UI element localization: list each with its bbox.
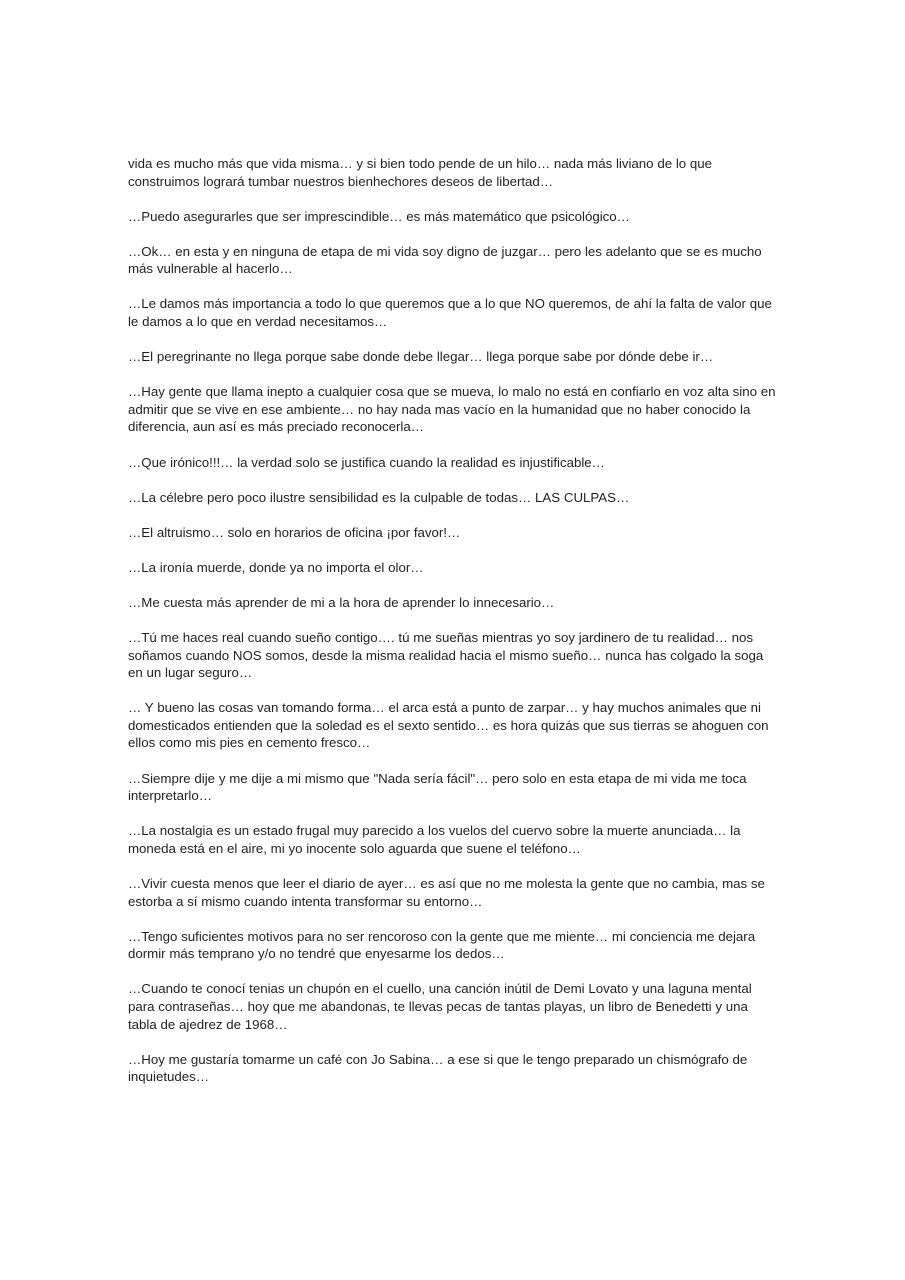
paragraph: …La nostalgia es un estado frugal muy parecido a los vuelos del cuervo sobre la muerte anunciada… la moneda está en el aire, mi yo inocente solo aguarda que suene el teléfono…	[128, 823, 741, 856]
paragraph: vida es mucho más que vida misma… y si bien todo pende de un hilo… nada más liviano de lo que construimos logrará tumbar nuestros bienhechores deseos de libertad…	[128, 156, 713, 189]
document-text-column	[128, 155, 779, 1086]
paragraph: …La célebre pero poco ilustre sensibilidad es la culpable de todas… LAS CULPAS…	[128, 489, 630, 505]
paragraph: …Puedo asegurarles que ser imprescindible… es más matemático que psicológico…	[128, 208, 630, 224]
paragraph: …Siempre dije y me dije a mi mismo que "Nada sería fácil"… pero solo en esta etapa de mi vida me toca interpretarlo…	[128, 770, 747, 804]
paragraph: …La ironía muerde, donde ya no importa el olor…	[128, 559, 424, 575]
paragraph: …Tengo suficientes motivos para no ser rencoroso con la gente que me miente… mi conciencia me dejara dormir más temprano y/o no tendré que enyesarme los dedos…	[128, 928, 756, 962]
paragraph: …El peregrinante no llega porque sabe donde debe llegar… llega porque sabe por dónde debe ir…	[128, 349, 714, 365]
paragraph: …Hoy me gustaría tomarme un café con Jo Sabina… a ese si que le tengo preparado un chismógrafo de inquietudes…	[128, 1051, 748, 1085]
paragraph: … Y bueno las cosas van tomando forma… el arca está a punto de zarpar… y hay muchos animales que ni domesticados entienden que la soledad es el sexto sentido… es hora quizás que sus tierras se ahoguen con ellos como mis pies en cemento fresco…	[128, 700, 769, 751]
paragraph: …Me cuesta más aprender de mi a la hora de aprender lo innecesario…	[128, 594, 555, 610]
paragraph: …El altruismo… solo en horarios de oficina ¡por favor!…	[128, 524, 461, 540]
paragraph: …Vivir cuesta menos que leer el diario de ayer… es así que no me molesta la gente que no cambia, mas se estorba a sí mismo cuando intenta transformar su entorno…	[128, 875, 765, 909]
paragraph: …Cuando te conocí tenias un chupón en el cuello, una canción inútil de Demi Lovato y una laguna mental para contraseñas… hoy que me abandonas, te llevas pecas de tantas playas, un libro de Benedetti y una tabla de ajedrez de 1968…	[128, 981, 752, 1032]
paragraph: …Hay gente que llama inepto a cualquier cosa que se mueva, lo malo no está en confiarlo en voz alta sino en admitir que se vive en ese ambiente… no hay nada mas vacío en la humanidad que no haber conocido la diferencia, aun así es más preciado reconocerla…	[128, 384, 776, 435]
paragraph: …Tú me haces real cuando sueño contigo…. tú me sueñas mientras yo soy jardinero de tu realidad… nos soñamos cuando NOS somos, desde la misma realidad hacia el mismo sueño… nunca has colgado la soga en un lugar seguro…	[128, 630, 764, 681]
paragraph: …Que irónico!!!… la verdad solo se justifica cuando la realidad es injustificable…	[128, 454, 605, 470]
paragraph: …Le damos más importancia a todo lo que queremos que a lo que NO queremos, de ahí la falta de valor que le damos a lo que en verdad necesitamos…	[128, 296, 772, 330]
paragraph: …Ok… en esta y en ninguna de etapa de mi vida soy digno de juzgar… pero les adelanto que se es mucho más vulnerable al hacerlo…	[128, 243, 762, 277]
